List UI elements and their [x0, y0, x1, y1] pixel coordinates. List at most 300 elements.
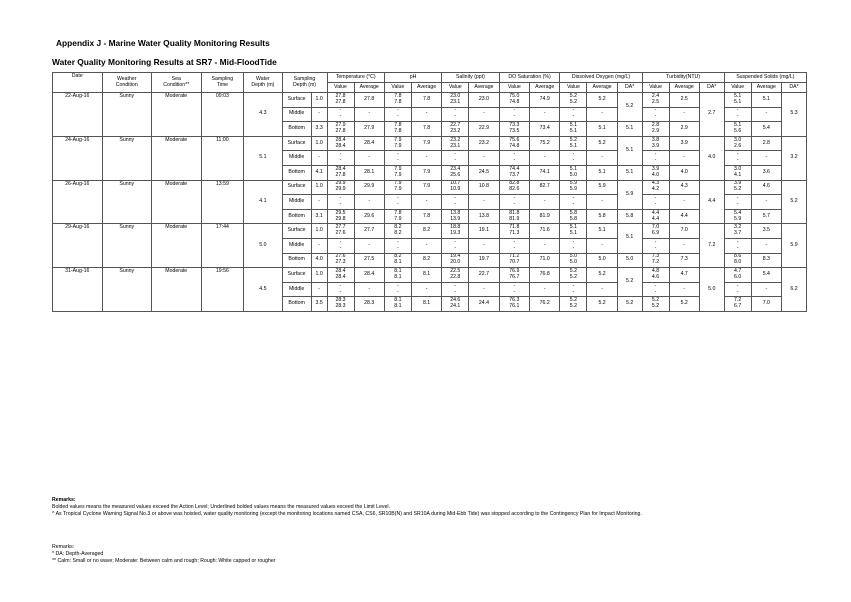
suspended-solids-value [724, 180, 751, 195]
ph-average: 8.2 [411, 253, 441, 268]
salinity-value-reading: 20.0 [450, 259, 461, 266]
dissolved-oxygen-da-bottom: 5.0 [617, 253, 642, 268]
do-saturation-average: 74.1 [530, 165, 560, 180]
temperature-value-reading: 28.4 [335, 273, 346, 280]
dissolved-oxygen-da-bottom: 5.2 [617, 297, 642, 312]
do-saturation-average: 71.0 [530, 253, 560, 268]
suspended-solids-value-reading: 7.2 [734, 297, 742, 304]
turbidity-value-reading: 4.4 [651, 215, 660, 222]
salinity-value [442, 297, 469, 312]
sampling-level-cell: Middle [282, 151, 311, 166]
temperature-average: 27.9 [354, 122, 384, 137]
dissolved-oxygen-average: 5.1 [587, 165, 617, 180]
sampling-depth-cell: 3.5 [311, 297, 327, 312]
dissolved-oxygen-value [560, 122, 587, 137]
suspended-solids-value [724, 151, 751, 166]
table-row [53, 180, 807, 195]
sea-condition-cell: Moderate [152, 93, 202, 137]
do-saturation-value-reading: 76.3 [509, 297, 520, 304]
sampling-level-cell: Surface [282, 180, 311, 195]
turbidity-value-reading: 7.3 [651, 253, 660, 260]
sampling-depth-cell: 1.0 [311, 268, 327, 283]
salinity-value [442, 238, 469, 253]
water-quality-table [52, 72, 807, 312]
suspended-solids-average: 2.8 [751, 136, 781, 151]
suspended-solids-value [724, 282, 751, 297]
dissolved-oxygen-value-reading: - [572, 244, 575, 251]
table-row [53, 268, 807, 283]
salinity-value [442, 107, 469, 122]
temperature-value [327, 93, 354, 108]
ph-value [384, 107, 411, 122]
dissolved-oxygen-value-reading: 5.1 [569, 165, 578, 172]
do-saturation-value [499, 253, 529, 268]
dissolved-oxygen-value-reading: 5.1 [569, 127, 578, 134]
page-title: Appendix J - Marine Water Quality Monitoring Results [56, 38, 270, 48]
suspended-solids-average: 5.4 [751, 122, 781, 137]
subheader-value: Value [384, 83, 411, 93]
turbidity-value [642, 209, 669, 224]
do-saturation-value-reading: - [513, 288, 516, 295]
temperature-value-reading: 29.5 [335, 209, 346, 216]
temperature-average: - [354, 151, 384, 166]
do-saturation-value-reading: - [513, 244, 516, 251]
do-saturation-value-reading: 71.3 [509, 230, 520, 237]
temperature-value [327, 253, 354, 268]
turbidity-value-reading: 3.8 [651, 136, 660, 143]
do-saturation-value-reading: 76.1 [509, 303, 520, 310]
suspended-solids-value-reading: - [736, 200, 739, 207]
dissolved-oxygen-value-reading: 5.2 [569, 136, 578, 143]
water-depth-cell: 4.1 [244, 180, 282, 224]
do-saturation-value-reading: 73.7 [509, 171, 520, 178]
turbidity-da: 4.0 [699, 136, 724, 180]
dissolved-oxygen-value-reading: - [572, 194, 575, 201]
salinity-value-reading: 13.9 [450, 215, 461, 222]
temperature-value-reading: 27.7 [335, 224, 346, 231]
turbidity-value-reading: - [654, 107, 657, 114]
temperature-value [327, 107, 354, 122]
turbidity-value [642, 107, 669, 122]
ph-average: - [411, 151, 441, 166]
salinity-value [442, 93, 469, 108]
ph-average: 7.8 [411, 93, 441, 108]
do-saturation-average: 73.4 [530, 122, 560, 137]
turbidity-value-reading: 2.9 [651, 127, 660, 134]
suspended-solids-average: 8.3 [751, 253, 781, 268]
dissolved-oxygen-value [560, 268, 587, 283]
turbidity-average: 7.3 [669, 253, 699, 268]
turbidity-value [642, 93, 669, 108]
header-do-saturation: DO Saturation (%) [499, 73, 560, 83]
temperature-average: 29.6 [354, 209, 384, 224]
do-saturation-value [499, 165, 529, 180]
ph-average: 7.9 [411, 136, 441, 151]
temperature-value-reading: 28.4 [335, 136, 346, 143]
water-depth-cell: 5.1 [244, 136, 282, 180]
do-saturation-value-reading: - [513, 282, 516, 289]
salinity-average: 10.8 [469, 180, 499, 195]
water-depth-cell: 4.3 [244, 93, 282, 137]
turbidity-value-reading: 2.8 [651, 122, 660, 129]
do-saturation-value-reading: - [513, 194, 516, 201]
ph-value [384, 253, 411, 268]
do-saturation-value-reading: 71.2 [509, 253, 520, 260]
turbidity-value-reading: - [654, 282, 657, 289]
ph-value-reading: 7.9 [394, 171, 402, 178]
ph-value-reading: - [397, 288, 399, 295]
dissolved-oxygen-da: 5.9 [617, 180, 642, 209]
ph-average: 7.9 [411, 180, 441, 195]
temperature-average: - [354, 282, 384, 297]
temperature-value [327, 209, 354, 224]
subheader-average: Average [469, 83, 499, 93]
ph-value [384, 165, 411, 180]
temperature-value-reading: 28.4 [335, 267, 346, 274]
temperature-average: - [354, 107, 384, 122]
turbidity-average: 5.2 [669, 297, 699, 312]
ph-value [384, 93, 411, 108]
dissolved-oxygen-value [560, 107, 587, 122]
ph-value-reading: 8.1 [394, 259, 402, 266]
ph-average: 7.9 [411, 165, 441, 180]
ph-value-reading: 8.2 [394, 224, 402, 231]
do-saturation-average: - [530, 107, 560, 122]
dissolved-oxygen-value-reading: 5.1 [569, 224, 578, 231]
temperature-value [327, 151, 354, 166]
do-saturation-value-reading: 74.4 [509, 165, 520, 172]
salinity-value [442, 224, 469, 239]
do-saturation-value [499, 136, 529, 151]
do-saturation-value [499, 282, 529, 297]
sampling-time-cell: 19:56 [201, 268, 244, 312]
do-saturation-value-reading: - [513, 238, 516, 245]
dissolved-oxygen-value [560, 165, 587, 180]
dissolved-oxygen-value-reading: 5.0 [569, 253, 578, 260]
salinity-value-reading: - [454, 113, 457, 120]
ph-value-reading: 7.9 [394, 165, 402, 172]
sampling-level-cell: Middle [282, 107, 311, 122]
temperature-value-reading: - [339, 194, 342, 201]
do-saturation-value-reading: 81.9 [509, 215, 520, 222]
salinity-average: 23.2 [469, 136, 499, 151]
sampling-level-cell: Bottom [282, 122, 311, 137]
sampling-level-cell: Surface [282, 136, 311, 151]
do-saturation-value [499, 224, 529, 239]
weather-cell: Sunny [102, 224, 152, 268]
dissolved-oxygen-value [560, 151, 587, 166]
dissolved-oxygen-value [560, 238, 587, 253]
suspended-solids-average: - [751, 282, 781, 297]
temperature-value-reading: - [339, 244, 342, 251]
ph-value-reading: 8.1 [394, 267, 402, 274]
turbidity-value-reading: - [654, 151, 657, 158]
ph-value-reading: 8.2 [394, 230, 402, 237]
header-dissolved-oxygen: Dissolved Oxygen (mg/L) [560, 73, 642, 83]
suspended-solids-value-reading: 5.2 [734, 186, 742, 193]
salinity-value-reading: 24.1 [450, 303, 461, 310]
dissolved-oxygen-value-reading: 5.9 [569, 186, 578, 193]
temperature-value [327, 297, 354, 312]
salinity-average: 23.0 [469, 93, 499, 108]
ph-value [384, 180, 411, 195]
dissolved-oxygen-average: 5.0 [587, 253, 617, 268]
turbidity-value [642, 224, 669, 239]
temperature-average: - [354, 195, 384, 210]
sampling-level-cell: Surface [282, 93, 311, 108]
do-saturation-average: - [530, 238, 560, 253]
dissolved-oxygen-value-reading: 5.1 [569, 122, 578, 129]
turbidity-value-reading: 4.6 [651, 273, 660, 280]
dissolved-oxygen-average: 5.2 [587, 297, 617, 312]
salinity-value-reading: 23.4 [450, 165, 461, 172]
turbidity-value-reading: 6.9 [651, 230, 660, 237]
salinity-value [442, 122, 469, 137]
temperature-value-reading: - [339, 113, 342, 120]
sampling-depth-cell: 3.1 [311, 209, 327, 224]
remarks-line: ^ As Tropical Cyclone Warning Signal No.3 or above was hoisted, water quality monitoring (except the monitoring locations named CSA, CS6, SR10B(N) and SR10A during Mid-Ebb Tide) was stopped according to the Contingency Plan for Impact Monitoring. [52, 511, 642, 518]
weather-cell: Sunny [102, 93, 152, 137]
ph-average: 8.2 [411, 224, 441, 239]
sampling-level-cell: Bottom [282, 297, 311, 312]
salinity-value-reading: 19.3 [450, 230, 461, 237]
suspended-solids-value-reading: - [736, 107, 739, 114]
suspended-solids-average: - [751, 151, 781, 166]
subheader-da: DA* [617, 83, 642, 93]
ph-average: 8.1 [411, 268, 441, 283]
sampling-time-cell: 17:44 [201, 224, 244, 268]
ph-value [384, 195, 411, 210]
suspended-solids-value [724, 224, 751, 239]
remarks-action-limit [52, 497, 642, 518]
suspended-solids-value-reading: 6.7 [734, 303, 742, 310]
do-saturation-average: 81.9 [530, 209, 560, 224]
suspended-solids-value-reading: 3.9 [734, 180, 742, 187]
turbidity-average: - [669, 151, 699, 166]
suspended-solids-value-reading: - [736, 244, 739, 251]
salinity-average: - [469, 238, 499, 253]
temperature-average: 28.4 [354, 268, 384, 283]
dissolved-oxygen-value [560, 297, 587, 312]
dissolved-oxygen-value-reading: - [572, 282, 575, 289]
suspended-solids-value-reading: - [736, 194, 739, 201]
sampling-depth-cell: - [311, 282, 327, 297]
turbidity-value-reading: - [654, 244, 657, 251]
date-cell: 26-Aug-16 [53, 180, 103, 224]
temperature-value [327, 238, 354, 253]
sampling-depth-cell: 3.3 [311, 122, 327, 137]
turbidity-value [642, 180, 669, 195]
ph-value [384, 209, 411, 224]
salinity-value-reading: 22.5 [450, 267, 461, 274]
temperature-value [327, 224, 354, 239]
ph-average: - [411, 107, 441, 122]
suspended-solids-average: 7.0 [751, 297, 781, 312]
temperature-value-reading: 27.6 [335, 253, 346, 260]
dissolved-oxygen-average: - [587, 195, 617, 210]
temperature-value [327, 268, 354, 283]
salinity-average: 19.7 [469, 253, 499, 268]
do-saturation-average: 76.8 [530, 268, 560, 283]
sampling-level-cell: Surface [282, 268, 311, 283]
ph-value-reading: - [397, 157, 399, 164]
suspended-solids-value-reading: 3.0 [734, 165, 742, 172]
do-saturation-value [499, 297, 529, 312]
temperature-value-reading: 27.8 [335, 92, 346, 99]
sampling-depth-cell: 4.0 [311, 253, 327, 268]
sampling-level-cell: Bottom [282, 253, 311, 268]
suspended-solids-value-reading: 2.6 [734, 142, 742, 149]
turbidity-value-reading: 5.2 [651, 297, 660, 304]
subheader-da: DA* [699, 83, 724, 93]
do-saturation-value [499, 268, 529, 283]
temperature-average: 27.5 [354, 253, 384, 268]
salinity-average: 22.9 [469, 122, 499, 137]
sampling-depth-cell: - [311, 107, 327, 122]
suspended-solids-average: 5.7 [751, 209, 781, 224]
ph-value-reading: 7.9 [394, 180, 402, 187]
turbidity-value-reading: - [654, 238, 657, 245]
dissolved-oxygen-da: 5.2 [617, 268, 642, 297]
temperature-average: 27.8 [354, 93, 384, 108]
subheader-average: Average [669, 83, 699, 93]
suspended-solids-value-reading: 4.1 [734, 171, 742, 178]
suspended-solids-value [724, 195, 751, 210]
ph-value [384, 224, 411, 239]
dissolved-oxygen-average: - [587, 238, 617, 253]
dissolved-oxygen-value [560, 253, 587, 268]
ph-value-reading: 8.1 [394, 273, 402, 280]
dissolved-oxygen-average: 5.1 [587, 224, 617, 239]
ph-value-reading: 7.8 [394, 98, 402, 105]
do-saturation-average: - [530, 282, 560, 297]
do-saturation-value [499, 180, 529, 195]
dissolved-oxygen-average: 5.1 [587, 122, 617, 137]
table-row [53, 93, 807, 108]
temperature-value-reading: 28.3 [335, 303, 346, 310]
suspended-solids-value [724, 122, 751, 137]
weather-cell: Sunny [102, 180, 152, 224]
date-cell: 29-Aug-16 [53, 224, 103, 268]
temperature-value-reading: - [339, 157, 342, 164]
temperature-value-reading: - [339, 200, 342, 207]
temperature-value-reading: 27.8 [335, 98, 346, 105]
turbidity-value [642, 122, 669, 137]
dissolved-oxygen-value-reading: 5.2 [569, 303, 578, 310]
temperature-value-reading: 27.8 [335, 171, 346, 178]
dissolved-oxygen-average: - [587, 107, 617, 122]
table-row [53, 224, 807, 239]
suspended-solids-value-reading: - [736, 151, 739, 158]
header-salinity: Salinity (ppt) [442, 73, 499, 83]
sampling-level-cell: Surface [282, 224, 311, 239]
suspended-solids-average: - [751, 238, 781, 253]
dissolved-oxygen-average: - [587, 151, 617, 166]
turbidity-value-reading: 4.3 [651, 180, 660, 187]
suspended-solids-average: - [751, 195, 781, 210]
dissolved-oxygen-value-reading: - [572, 107, 575, 114]
dissolved-oxygen-da: 5.2 [617, 93, 642, 122]
sampling-level-cell: Middle [282, 282, 311, 297]
ph-value-reading: 7.8 [394, 122, 402, 129]
turbidity-value [642, 151, 669, 166]
suspended-solids-value-reading: 3.0 [734, 136, 742, 143]
dissolved-oxygen-average: - [587, 282, 617, 297]
salinity-average: 24.4 [469, 297, 499, 312]
suspended-solids-value [724, 253, 751, 268]
salinity-value-reading: 25.6 [450, 171, 461, 178]
turbidity-value-reading: - [654, 194, 657, 201]
turbidity-average: - [669, 107, 699, 122]
ph-value [384, 297, 411, 312]
salinity-value-reading: - [454, 157, 457, 164]
dissolved-oxygen-average: 5.9 [587, 180, 617, 195]
sampling-level-cell: Bottom [282, 209, 311, 224]
header-date: Date [53, 73, 103, 93]
dissolved-oxygen-da: 5.1 [617, 224, 642, 253]
ph-average: - [411, 238, 441, 253]
turbidity-average: - [669, 238, 699, 253]
ph-value-reading: - [397, 107, 399, 114]
turbidity-average: 4.7 [669, 268, 699, 283]
temperature-value-reading: 29.9 [335, 180, 346, 187]
dissolved-oxygen-value-reading: - [572, 288, 575, 295]
do-saturation-value-reading: - [513, 113, 516, 120]
salinity-value-reading: 22.7 [450, 122, 461, 129]
turbidity-average: - [669, 282, 699, 297]
turbidity-value [642, 297, 669, 312]
sampling-level-cell: Middle [282, 195, 311, 210]
salinity-value-reading: - [454, 107, 457, 114]
ph-value-reading: 7.8 [394, 127, 402, 134]
remarks-legend [52, 544, 275, 565]
dissolved-oxygen-value [560, 224, 587, 239]
salinity-value [442, 151, 469, 166]
turbidity-value [642, 268, 669, 283]
header-weather: Weather Condition [102, 73, 152, 93]
ph-value-reading: 8.2 [394, 253, 402, 260]
suspended-solids-average: 5.1 [751, 93, 781, 108]
sea-condition-cell: Moderate [152, 180, 202, 224]
dissolved-oxygen-value [560, 282, 587, 297]
dissolved-oxygen-value-reading: 5.2 [569, 267, 578, 274]
do-saturation-value-reading: - [513, 151, 516, 158]
sampling-depth-cell: 1.0 [311, 180, 327, 195]
suspended-solids-value [724, 136, 751, 151]
salinity-value [442, 268, 469, 283]
ph-value-reading: 7.8 [394, 209, 402, 216]
dissolved-oxygen-da-bottom: 5.8 [617, 209, 642, 224]
subheader-value: Value [442, 83, 469, 93]
ph-average: - [411, 195, 441, 210]
temperature-value [327, 122, 354, 137]
ph-average: 7.8 [411, 122, 441, 137]
turbidity-average: 4.0 [669, 165, 699, 180]
suspended-solids-value-reading: 5.1 [734, 92, 742, 99]
ph-value [384, 268, 411, 283]
sampling-time-cell: 11:00 [201, 136, 244, 180]
ph-value [384, 238, 411, 253]
ph-average: 8.1 [411, 297, 441, 312]
do-saturation-value [499, 151, 529, 166]
dissolved-oxygen-value-reading: 5.8 [569, 215, 578, 222]
turbidity-value-reading: 2.4 [651, 92, 660, 99]
date-cell: 22-Aug-16 [53, 93, 103, 137]
salinity-average: - [469, 195, 499, 210]
turbidity-value-reading: 3.9 [651, 142, 660, 149]
dissolved-oxygen-da-bottom: 5.1 [617, 165, 642, 180]
temperature-value-reading: 28.4 [335, 165, 346, 172]
